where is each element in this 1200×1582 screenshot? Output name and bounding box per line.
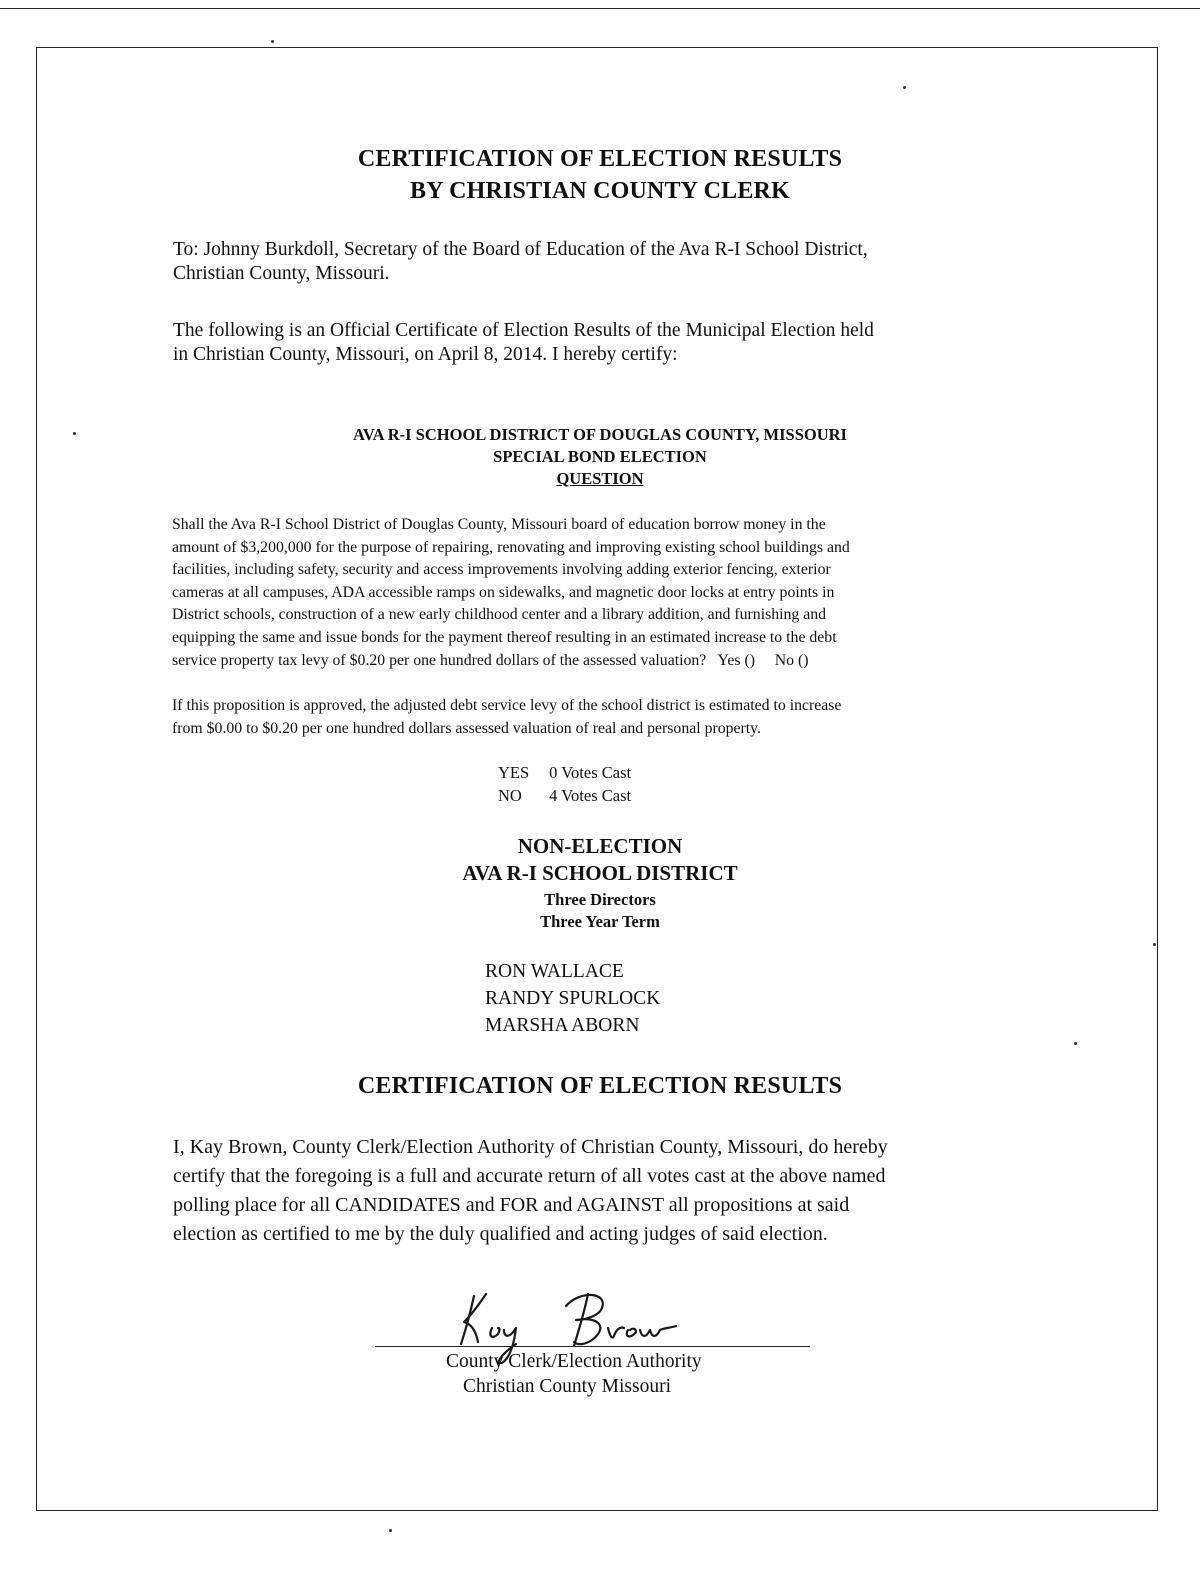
- candidate-name: RON WALLACE: [485, 961, 624, 982]
- signer-title: [446, 1349, 702, 1399]
- page-title-line2: BY CHRISTIAN COUNTY CLERK: [410, 178, 790, 204]
- certification-line: polling place for all CANDIDATES and FOR and AGAINST all propositions at said: [173, 1194, 850, 1216]
- question-line: equipping the same and issue bonds for the payment thereof resulting in an estimated increase to the debt: [172, 628, 837, 646]
- levy-line: If this proposition is approved, the adjusted debt service levy of the school district is estimated to increase: [172, 697, 842, 714]
- scan-speck: [903, 86, 906, 89]
- question-line: cameras at all campuses, ADA accessible ramps on sidewalks, and magnetic door locks at entry points in: [172, 583, 835, 601]
- candidate-name: RANDY SPURLOCK: [485, 988, 661, 1009]
- non-election-heading: NON-ELECTION: [517, 834, 683, 858]
- non-election-district: AVA R-I SCHOOL DISTRICT: [462, 861, 738, 885]
- certification-heading: CERTIFICATION OF ELECTION RESULTS: [357, 1073, 843, 1099]
- intro-line2: in Christian County, Missouri, on April 8, 2014. I hereby certify:: [173, 344, 678, 365]
- scan-speck: [389, 1529, 392, 1532]
- non-election-term: Three Year Term: [540, 912, 660, 931]
- vote-count: 0 Votes Cast: [549, 763, 632, 782]
- addressee-line1: To: Johnny Burkdoll, Secretary of the Board of Education of the Ava R-I School District,: [173, 239, 868, 260]
- question-line: amount of $3,200,000 for the purpose of repairing, renovating and improving existing school buildings and: [172, 538, 850, 556]
- addressee-line2: Christian County, Missouri.: [173, 263, 390, 284]
- top-edge-line: [0, 8, 1200, 9]
- scan-speck: [1074, 1042, 1077, 1045]
- levy-line: from $0.00 to $0.20 per one hundred dollars assessed valuation of real and personal property.: [172, 719, 762, 737]
- question-heading: [0, 468, 1200, 489]
- signer-title-line1: County Clerk/Election Authority: [446, 1351, 702, 1372]
- vote-row-no: [498, 784, 651, 807]
- intro-paragraph: [173, 319, 1073, 367]
- intro-line1: The following is an Official Certificate of Election Results of the Municipal Election held: [173, 320, 874, 341]
- signer-title-line2: Christian County Missouri: [463, 1376, 672, 1397]
- certification-line: certify that the foregoing is a full and accurate return of all votes cast at the above named: [173, 1165, 886, 1187]
- vote-row-yes: [498, 761, 651, 784]
- scan-speck: [271, 40, 274, 43]
- levy-paragraph: [172, 695, 1052, 740]
- certification-paragraph: [173, 1133, 1073, 1249]
- question-heading-text: QUESTION: [556, 469, 644, 488]
- vote-count: 4 Votes Cast: [549, 786, 632, 805]
- candidate-list: [485, 958, 660, 1039]
- scan-speck: [1153, 943, 1156, 946]
- vote-label: NO: [498, 786, 522, 805]
- page-title-line1: CERTIFICATION OF ELECTION RESULTS: [357, 146, 843, 172]
- question-line: service property tax levy of $0.20 per one hundred dollars of the assessed valuation? Yes () No (): [172, 651, 809, 669]
- question-line: facilities, including safety, security and access improvements involving adding exterior fencing, exterior: [172, 561, 831, 579]
- question-line: District schools, construction of a new early childhood center and a library addition, and furnishing and: [172, 606, 827, 624]
- non-election-directors: Three Directors: [544, 890, 656, 909]
- candidate-name: MARSHA ABORN: [485, 1015, 640, 1036]
- bond-question-text: [172, 514, 1052, 672]
- question-line: Shall the Ava R-I School District of Douglas County, Missouri board of education borrow money in the: [172, 516, 826, 533]
- vote-label: YES: [498, 763, 530, 782]
- bond-election-type: SPECIAL BOND ELECTION: [493, 447, 707, 466]
- addressee: [173, 238, 1073, 286]
- bond-district-heading: AVA R-I SCHOOL DISTRICT OF DOUGLAS COUNTY, MISSOURI: [353, 425, 847, 444]
- certification-line: election as certified to me by the duly qualified and acting judges of said election.: [173, 1223, 828, 1245]
- vote-results-table: [498, 761, 651, 807]
- signature-line: [375, 1346, 810, 1347]
- certification-line: I, Kay Brown, County Clerk/Election Authority of Christian County, Missouri, do hereby: [173, 1136, 888, 1158]
